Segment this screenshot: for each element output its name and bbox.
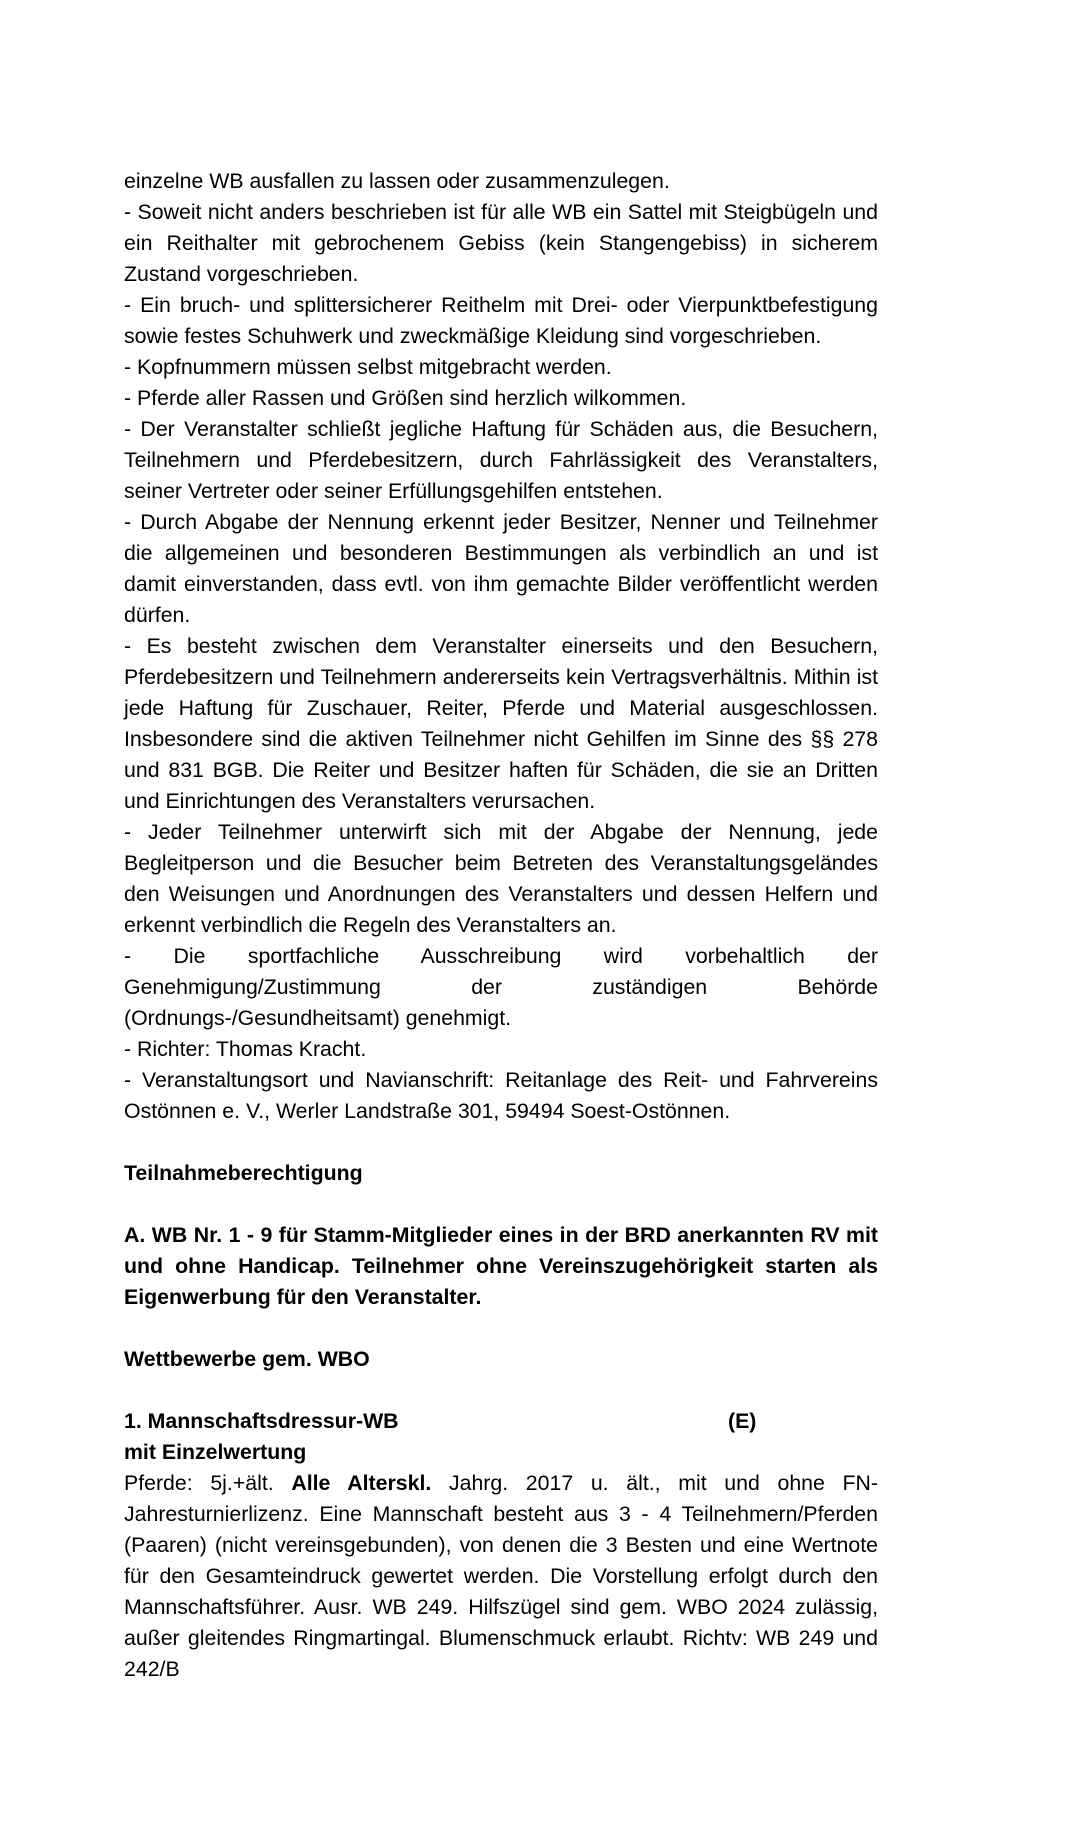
paragraph-12: - Veranstaltungsort und Navianschrift: Reitanlage des Reit- und Fahrvereins Ostönnen e. V., Werler Landstraße 301, 59494 Soest-Ostönnen. (124, 1068, 878, 1123)
competition-body-rest: Jahrg. 2017 u. ält., mit und ohne FN-Jahresturnierlizenz. Eine Mannschaft besteht aus 3 - 4 Teilnehmern/Pferden (Paaren) (nicht vereinsgebunden), von denen die 3 Besten und eine Wertnote für den Gesamteindruck gewertet werden. Die Vorstellung erfolgt durch den Mannschaftsführer. Ausr. WB 249. Hilfszügel sind gem. WBO 2024 zulässig, außer gleitendes Ringmartingal. Blumenschmuck erlaubt. Richtv: WB 249 und 242/B (124, 1471, 878, 1681)
paragraph-11: - Richter: Thomas Kracht. (124, 1037, 367, 1061)
document-page (124, 166, 878, 1685)
competition-title: 1. Mannschaftsdressur-WB (124, 1409, 399, 1433)
competition-subtitle: mit Einzelwertung (124, 1440, 307, 1464)
paragraph-2: - Soweit nicht anders beschrieben ist für alle WB ein Sattel mit Steigbügeln und ein Reithalter mit gebrochenem Gebiss (kein Stangengebiss) in sicherem Zustand vorgeschrieben. (124, 200, 878, 286)
spacer (124, 1313, 878, 1344)
paragraph-3: - Ein bruch- und splittersicherer Reithelm mit Drei- oder Vierpunktbefestigung sowie festes Schuhwerk und zweckmäßige Kleidung sind vorgeschrieben. (124, 293, 878, 348)
competition-title-row (124, 1406, 878, 1437)
competition-body-prefix: Pferde: 5j.+ält. (124, 1471, 292, 1495)
paragraph-6: - Der Veranstalter schließt jegliche Haftung für Schäden aus, die Besuchern, Teilnehmern und Pferdebesitzern, durch Fahrlässigkeit des Veranstalters, seiner Vertreter oder seiner Erfüllungsgehilfen entstehen. (124, 417, 878, 503)
paragraph-5: - Pferde aller Rassen und Größen sind herzlich wilkommen. (124, 386, 687, 410)
paragraph-7: - Durch Abgabe der Nennung erkennt jeder Besitzer, Nenner und Teilnehmer die allgemeinen und besonderen Bestimmungen als verbindlich an und ist damit einverstanden, dass evtl. von ihm gemachte Bilder veröffentlicht werden dürfen. (124, 510, 878, 627)
spacer (124, 1189, 878, 1220)
competition-description (124, 1468, 878, 1685)
paragraph-4: - Kopfnummern müssen selbst mitgebracht werden. (124, 355, 612, 379)
heading-wbo: Wettbewerbe gem. WBO (124, 1347, 370, 1371)
paragraph-9: - Jeder Teilnehmer unterwirft sich mit der Abgabe der Nennung, jede Begleitperson und die Besucher beim Betreten des Veranstaltungsgeländes den Weisungen und Anordnungen des Veranstalters und dessen Helfern und erkennt verbindlich die Regeln des Veranstalters an. (124, 820, 878, 937)
heading-participation: Teilnahmeberechtigung (124, 1161, 363, 1185)
spacer (124, 1127, 878, 1158)
paragraph-8: - Es besteht zwischen dem Veranstalter einerseits und den Besuchern, Pferdebesitzern und Teilnehmern andererseits kein Vertragsverhältnis. Mithin ist jede Haftung für Zuschauer, Reiter, Pferde und Material ausgeschlossen. Insbesondere sind die aktiven Teilnehmer nicht Gehilfen im Sinne des §§ 278 und 831 BGB. Die Reiter und Besitzer haften für Schäden, die sie an Dritten und Einrichtungen des Veranstalters verursachen. (124, 634, 878, 813)
competition-body-bold: Alle Alterskl. (291, 1471, 432, 1495)
paragraph-10: - Die sportfachliche Ausschreibung wird vorbehaltlich der Genehmigung/Zustimmung der zuständigen Behörde (Ordnungs-/Gesundheitsamt) genehmigt. (124, 944, 878, 1030)
paragraph-1: einzelne WB ausfallen zu lassen oder zusammenzulegen. (124, 169, 670, 193)
competition-class: (E) (728, 1409, 757, 1433)
participation-text: A. WB Nr. 1 - 9 für Stamm-Mitglieder eines in der BRD anerkannten RV mit und ohne Handicap. Teilnehmer ohne Vereinszugehörigkeit starten als Eigenwerbung für den Veranstalter. (124, 1223, 878, 1309)
spacer (124, 1375, 878, 1406)
